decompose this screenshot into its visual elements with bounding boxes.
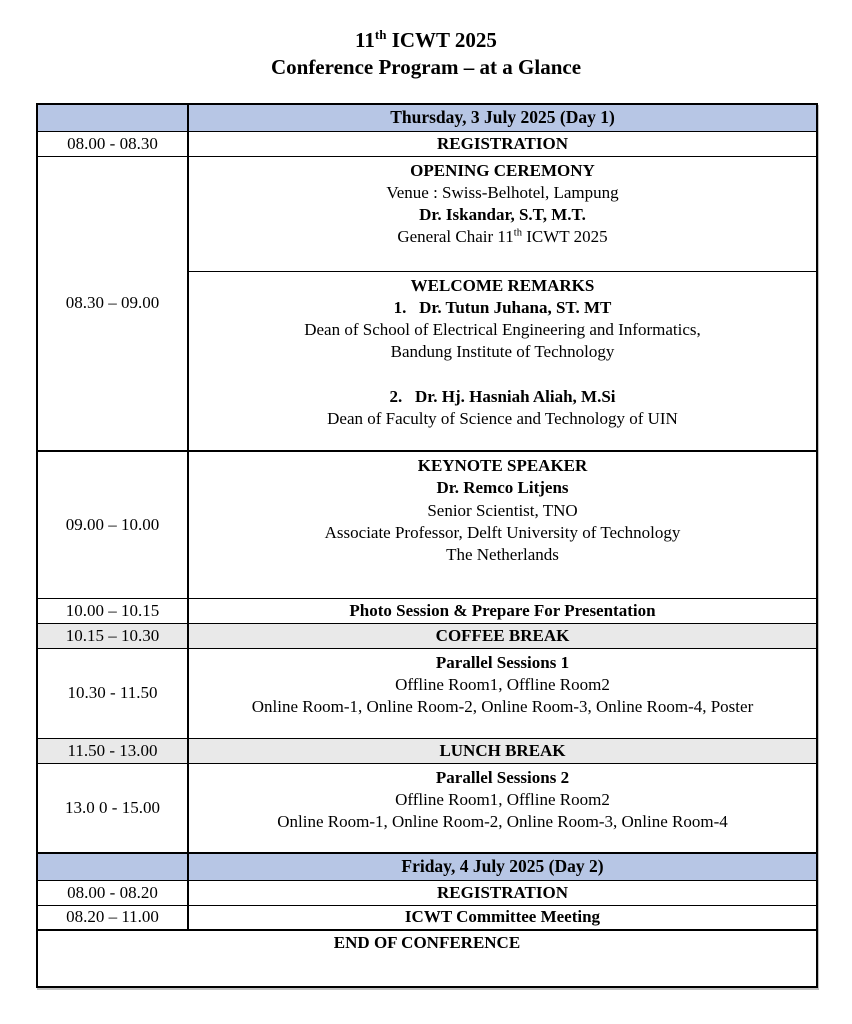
welcome-speaker1: 1. Dr. Tutun Juhana, ST. MT — [393, 297, 612, 317]
photo-session-row — [37, 598, 817, 623]
spacer — [189, 364, 816, 386]
opening-speaker-role — [189, 226, 816, 248]
time-cell-parallel2: 13.0 0 - 15.00 — [37, 763, 188, 853]
parallel1-rooms2: Online Room-1, Online Room-2, Online Room-3, Online Room-4, Poster — [251, 697, 754, 717]
day1-header-cell: Thursday, 3 July 2025 (Day 1) — [188, 104, 817, 131]
event-cell-lunch-break: LUNCH BREAK — [188, 738, 817, 763]
event-cell-photo-session: Photo Session & Prepare For Presentation — [188, 598, 817, 623]
welcome-speaker1-desc1: Dean of School of Electrical Engineering and Informatics, — [304, 320, 701, 340]
keynote-desc3: The Netherlands — [446, 545, 559, 565]
time-cell-photo: 10.00 – 10.15 — [37, 598, 188, 623]
lunch-break-row — [37, 738, 817, 763]
parallel1-title: Parallel Sessions 1 — [435, 652, 570, 672]
opening-title: OPENING CEREMONY — [410, 160, 595, 180]
welcome-speaker1-desc2: Bandung Institute of Technology — [390, 342, 615, 362]
time-cell-lunch: 11.50 - 13.00 — [37, 738, 188, 763]
role-pre: General Chair 11 — [397, 227, 514, 247]
parallel-sessions2-row — [37, 763, 817, 853]
event-cell-committee-meeting: ICWT Committee Meeting — [188, 905, 817, 930]
event-cell-parallel-sessions1 — [188, 648, 817, 738]
title-conference-name: ICWT 2025 — [386, 28, 497, 52]
role-ordinal-suffix: th — [513, 227, 522, 239]
end-of-conference-row — [37, 930, 817, 987]
day1-header-empty-cell — [37, 104, 188, 131]
day2-header-cell: Friday, 4 July 2025 (Day 2) — [188, 853, 817, 880]
event-cell-registration: REGISTRATION — [188, 131, 817, 156]
title-ordinal-suffix: th — [374, 27, 387, 42]
committee-meeting-row — [37, 905, 817, 930]
parallel-sessions1-row — [37, 648, 817, 738]
page-title-line2: Conference Program – at a Glance — [270, 55, 582, 79]
day1-registration-row — [37, 131, 817, 156]
title-number: 11 — [355, 28, 375, 52]
time-cell-committee: 08.20 – 11.00 — [37, 905, 188, 930]
page-title — [0, 27, 852, 81]
role-post: ICWT 2025 — [522, 227, 608, 247]
time-cell-keynote: 09.00 – 10.00 — [37, 451, 188, 598]
day1-header-row — [37, 104, 817, 131]
welcome-speaker2: 2. Dr. Hj. Hasniah Aliah, M.Si — [389, 386, 616, 406]
time-cell-day2-registration: 08.00 - 08.20 — [37, 880, 188, 905]
event-cell-day2-registration: REGISTRATION — [188, 880, 817, 905]
event-cell-welcome-remarks — [188, 271, 817, 451]
event-cell-opening-ceremony — [188, 156, 817, 271]
event-cell-end-of-conference: END OF CONFERENCE — [37, 930, 817, 987]
event-cell-parallel-sessions2 — [188, 763, 817, 853]
parallel2-title: Parallel Sessions 2 — [435, 767, 570, 787]
keynote-speaker: Dr. Remco Litjens — [436, 478, 569, 498]
time-cell-morning: 08.30 – 09.00 — [37, 156, 188, 451]
keynote-title: KEYNOTE SPEAKER — [417, 456, 588, 475]
keynote-desc2: Associate Professor, Delft University of Technology — [324, 522, 681, 542]
page-title-line1 — [0, 27, 852, 54]
welcome-title: WELCOME REMARKS — [410, 275, 595, 295]
time-cell-parallel1: 10.30 - 11.50 — [37, 648, 188, 738]
conference-program-table — [36, 103, 818, 988]
parallel2-rooms1: Offline Room1, Offline Room2 — [395, 789, 610, 809]
opening-ceremony-row — [37, 156, 817, 271]
keynote-row — [37, 451, 817, 598]
day2-header-empty-cell — [37, 853, 188, 880]
opening-speaker: Dr. Iskandar, S.T, M.T. — [419, 205, 586, 225]
day2-header-row — [37, 853, 817, 880]
parallel1-rooms1: Offline Room1, Offline Room2 — [395, 674, 610, 694]
coffee-break-row — [37, 623, 817, 648]
day2-registration-row — [37, 880, 817, 905]
parallel2-rooms2: Online Room-1, Online Room-2, Online Room-3, Online Room-4 — [277, 812, 728, 832]
event-cell-keynote — [188, 451, 817, 598]
keynote-desc1: Senior Scientist, TNO — [427, 500, 578, 520]
time-cell: 08.00 - 08.30 — [37, 131, 188, 156]
welcome-speaker2-desc: Dean of Faculty of Science and Technology of UIN — [327, 409, 678, 429]
event-cell-coffee-break: COFFEE BREAK — [188, 623, 817, 648]
opening-venue: Venue : Swiss-Belhotel, Lampung — [386, 182, 619, 202]
time-cell-coffee: 10.15 – 10.30 — [37, 623, 188, 648]
